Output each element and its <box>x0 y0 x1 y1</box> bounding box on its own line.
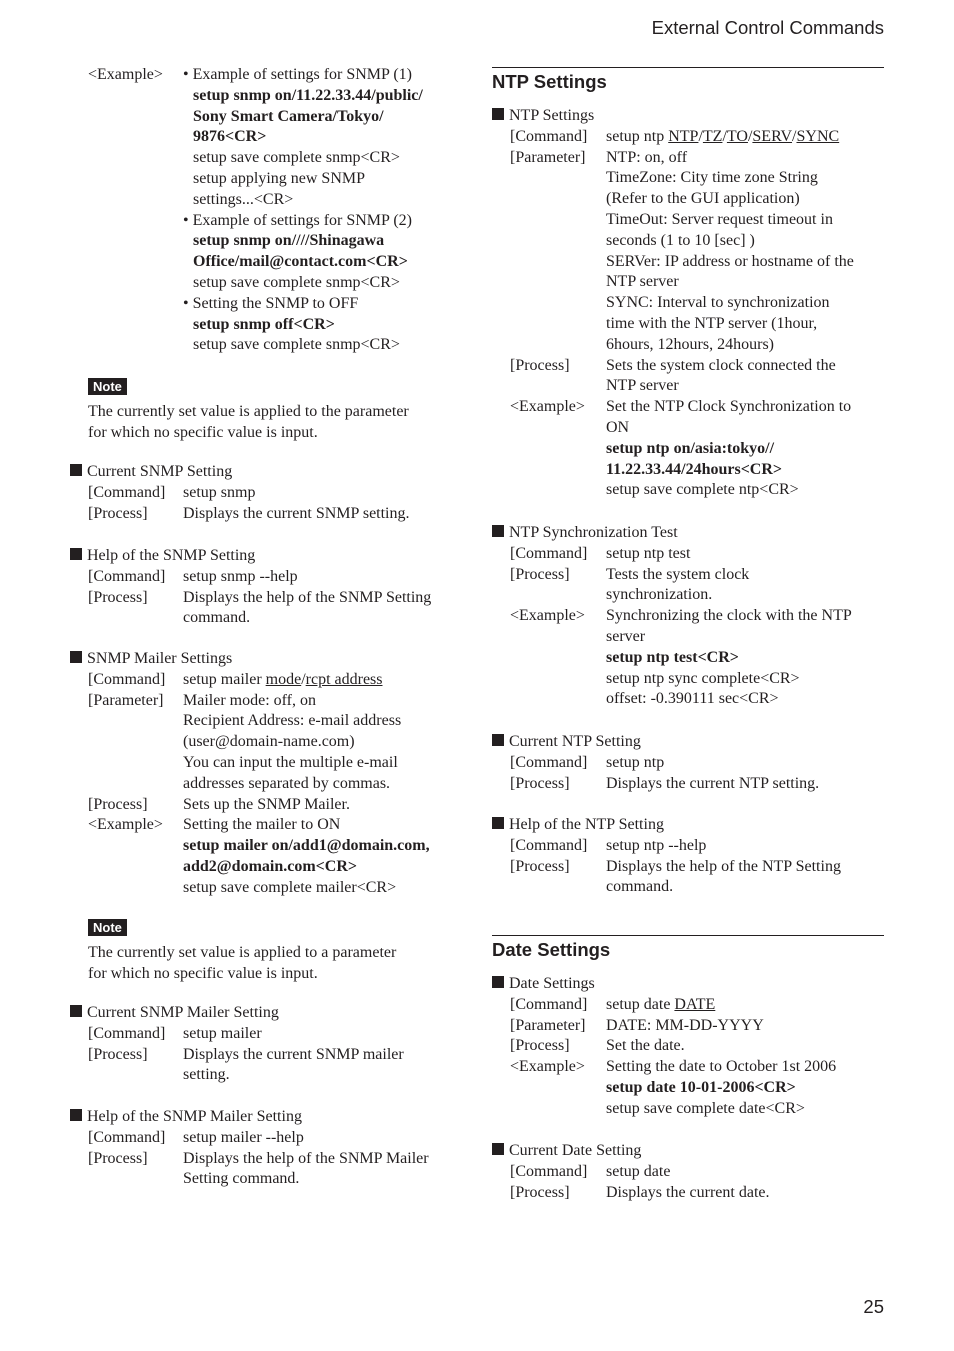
page-number: 25 <box>863 1296 884 1317</box>
example-value: Setting the mailer to ON <box>183 816 341 834</box>
parameter-value: NTP server <box>606 273 679 291</box>
section-heading: Current SNMP Setting <box>70 462 462 483</box>
process-value: Displays the help of the SNMP Mailer <box>183 1149 429 1167</box>
command-value: setup date <box>606 1162 671 1180</box>
section-heading: Help of the NTP Setting <box>492 815 884 836</box>
process-label: [Process] <box>510 1183 570 1201</box>
process-value: Displays the help of the NTP Setting <box>606 857 841 875</box>
section-title: NTP Settings <box>492 71 607 92</box>
square-bullet-icon <box>70 548 82 560</box>
command-value: setup date DATE <box>606 995 716 1013</box>
command-label: [Command] <box>88 567 166 585</box>
date-section <box>492 935 884 962</box>
command-label: [Command] <box>88 670 166 688</box>
process-value: Displays the current SNMP setting. <box>183 504 410 522</box>
example-label: <Example> <box>88 816 163 834</box>
process-label: [Process] <box>88 588 148 606</box>
note-text: for which no specific value is input. <box>88 964 318 982</box>
parameter-value: SERVer: IP address or hostname of the <box>606 252 854 270</box>
section-heading: Current SNMP Mailer Setting <box>70 1003 462 1024</box>
ntp-sync-test <box>492 523 884 710</box>
square-bullet-icon <box>492 1143 504 1155</box>
command-label: [Command] <box>88 483 166 501</box>
note-text: The currently set value is applied to the parameter <box>88 403 409 420</box>
note-1 <box>88 378 462 444</box>
square-bullet-icon <box>492 817 504 829</box>
parameter-value: NTP: on, off <box>606 148 688 166</box>
example-value: ON <box>606 418 630 436</box>
example-item-3 <box>183 294 463 315</box>
response-line: setup save complete mailer<CR> <box>183 878 397 896</box>
example-value: Setting the date to October 1st 2006 <box>606 1058 837 1076</box>
section-heading: Current Date Setting <box>492 1141 884 1162</box>
process-label: [Process] <box>88 504 148 522</box>
note-text: The currently set value is applied to a parameter <box>88 944 397 961</box>
example-label: <Example> <box>88 66 163 83</box>
command-label: [Command] <box>510 544 588 562</box>
response-line: setup save complete snmp<CR> <box>193 273 400 291</box>
process-value: Set the date. <box>606 1037 685 1055</box>
process-label: [Process] <box>510 356 570 374</box>
command-line: 9876<CR> <box>193 128 267 146</box>
section-heading: Date Settings <box>492 974 884 995</box>
section-rule <box>492 935 884 936</box>
bullet: • <box>183 294 189 312</box>
process-value: command. <box>183 609 251 627</box>
note-2 <box>88 919 462 985</box>
parameter-label: [Parameter] <box>510 1016 586 1034</box>
example-value: Synchronizing the clock with the NTP <box>606 607 852 625</box>
example-text: Setting the SNMP to OFF <box>192 294 359 312</box>
note-badge: Note <box>88 919 127 936</box>
parameter-value: TimeZone: City time zone String <box>606 169 818 187</box>
parameter-value: seconds (1 to 10 [sec] ) <box>606 231 755 249</box>
ntp-section <box>492 67 884 94</box>
process-label: [Process] <box>88 1045 148 1063</box>
response-line: settings...<CR> <box>193 190 294 208</box>
command-line: setup ntp on/asia:tokyo// <box>606 439 775 457</box>
parameter-value: TimeOut: Server request timeout in <box>606 210 833 228</box>
command-line: setup snmp on////Shinagawa <box>193 232 385 250</box>
response-line: setup save complete date<CR> <box>606 1099 805 1117</box>
response-line: offset: -0.390111 sec<CR> <box>606 690 779 708</box>
command-line: setup mailer on/add1@domain.com, <box>183 837 430 855</box>
response-line: setup save complete snmp<CR> <box>193 149 400 167</box>
response-line: setup save complete snmp<CR> <box>193 336 400 354</box>
note-text: for which no specific value is input. <box>88 423 318 441</box>
help-ntp-setting <box>492 815 884 898</box>
process-value: Sets up the SNMP Mailer. <box>183 795 350 813</box>
square-bullet-icon <box>70 651 82 663</box>
command-value: setup mailer --help <box>183 1128 304 1146</box>
example-item-1 <box>183 65 463 86</box>
parameter-value: Recipient Address: e-mail address <box>183 712 402 730</box>
command-label: [Command] <box>510 1162 588 1180</box>
running-header: External Control Commands <box>651 17 884 38</box>
command-value: setup ntp --help <box>606 836 707 854</box>
current-snmp-mailer-setting <box>70 1003 462 1086</box>
section-heading: Help of the SNMP Mailer Setting <box>70 1107 462 1128</box>
command-label: [Command] <box>510 753 588 771</box>
section-title: Date Settings <box>492 939 611 960</box>
command-value: setup mailer mode/rcpt address <box>183 670 383 688</box>
process-value: NTP server <box>606 377 679 395</box>
process-label: [Process] <box>510 565 570 583</box>
example-label: <Example> <box>510 398 585 416</box>
command-line: setup snmp on/11.22.33.44/public/ <box>193 86 423 104</box>
section-heading: SNMP Mailer Settings <box>70 649 462 670</box>
process-label: [Process] <box>88 1149 148 1167</box>
command-line: 11.22.33.44/24hours<CR> <box>606 460 783 478</box>
process-value: setting. <box>183 1066 230 1084</box>
process-label: [Process] <box>510 774 570 792</box>
current-ntp-setting <box>492 732 884 794</box>
command-line: Office/mail@contact.com<CR> <box>193 253 408 271</box>
example-label: <Example> <box>510 1058 585 1076</box>
bullet: • <box>183 66 189 83</box>
current-date-setting <box>492 1141 884 1203</box>
parameter-value: Mailer mode: off, on <box>183 691 317 709</box>
command-value: setup ntp test <box>606 544 691 562</box>
section-heading: Help of the SNMP Setting <box>70 546 462 567</box>
response-line: setup save complete ntp<CR> <box>606 481 799 499</box>
ntp-settings <box>492 106 884 501</box>
command-line: setup ntp test<CR> <box>606 648 739 666</box>
square-bullet-icon <box>70 1005 82 1017</box>
section-heading: Current NTP Setting <box>492 732 884 753</box>
process-value: Tests the system clock <box>606 565 750 583</box>
command-label: [Command] <box>88 1128 166 1146</box>
section-heading: NTP Settings <box>492 106 884 127</box>
bullet: • <box>183 211 189 229</box>
parameter-label: [Parameter] <box>510 148 586 166</box>
square-bullet-icon <box>70 464 82 476</box>
command-label: [Command] <box>510 836 588 854</box>
command-value: setup snmp <box>183 483 256 501</box>
process-label: [Process] <box>510 857 570 875</box>
section-rule <box>492 67 884 68</box>
parameter-label: [Parameter] <box>88 691 164 709</box>
parameter-value: time with the NTP server (1hour, <box>606 314 818 332</box>
help-snmp-mailer-setting <box>70 1107 462 1190</box>
command-value: setup snmp --help <box>183 567 298 585</box>
command-label: [Command] <box>510 995 588 1013</box>
command-label: [Command] <box>510 127 588 145</box>
process-value: Setting command. <box>183 1170 300 1188</box>
process-value: synchronization. <box>606 586 713 604</box>
square-bullet-icon <box>70 1109 82 1121</box>
process-label: [Process] <box>88 795 148 813</box>
command-value: setup mailer <box>183 1024 262 1042</box>
example-item-2 <box>183 211 463 232</box>
parameter-value: (user@domain-name.com) <box>183 733 355 751</box>
command-value: setup ntp <box>606 753 665 771</box>
square-bullet-icon <box>492 108 504 120</box>
example-value: Set the NTP Clock Synchronization to <box>606 398 852 416</box>
example-text: Example of settings for SNMP (1) <box>192 66 412 83</box>
example-text: Example of settings for SNMP (2) <box>192 211 412 229</box>
parameter-value: 6hours, 12hours, 24hours) <box>606 335 774 353</box>
command-line: Sony Smart Camera/Tokyo/ <box>193 107 384 125</box>
command-line: add2@domain.com<CR> <box>183 857 358 875</box>
current-snmp-setting <box>70 462 462 524</box>
parameter-value: You can input the multiple e-mail <box>183 753 398 771</box>
snmp-mailer-settings <box>70 649 462 899</box>
response-line: setup applying new SNMP <box>193 169 365 187</box>
process-value: Displays the help of the SNMP Setting <box>183 588 432 606</box>
command-label: [Command] <box>88 1024 166 1042</box>
response-line: setup ntp sync complete<CR> <box>606 669 800 687</box>
parameter-value: (Refer to the GUI application) <box>606 190 800 208</box>
help-snmp-setting <box>70 546 462 629</box>
square-bullet-icon <box>492 976 504 988</box>
parameter-value: DATE: MM-DD-YYYY <box>606 1016 764 1034</box>
example-value: server <box>606 627 646 645</box>
section-heading: NTP Synchronization Test <box>492 523 884 544</box>
example-label: <Example> <box>510 607 585 625</box>
note-badge: Note <box>88 378 127 395</box>
process-label: [Process] <box>510 1037 570 1055</box>
command-line: setup date 10-01-2006<CR> <box>606 1078 796 1096</box>
process-value: Displays the current SNMP mailer <box>183 1045 404 1063</box>
process-value: Displays the current date. <box>606 1183 770 1201</box>
square-bullet-icon <box>492 734 504 746</box>
process-value: command. <box>606 878 674 896</box>
process-value: Displays the current NTP setting. <box>606 774 820 792</box>
square-bullet-icon <box>492 525 504 537</box>
parameter-value: addresses separated by commas. <box>183 774 391 792</box>
date-settings <box>492 974 884 1120</box>
parameter-value: SYNC: Interval to synchronization <box>606 294 830 312</box>
process-value: Sets the system clock connected the <box>606 356 836 374</box>
command-value: setup ntp NTP/TZ/TO/SERV/SYNC <box>606 127 840 145</box>
command-line: setup snmp off<CR> <box>193 315 335 333</box>
